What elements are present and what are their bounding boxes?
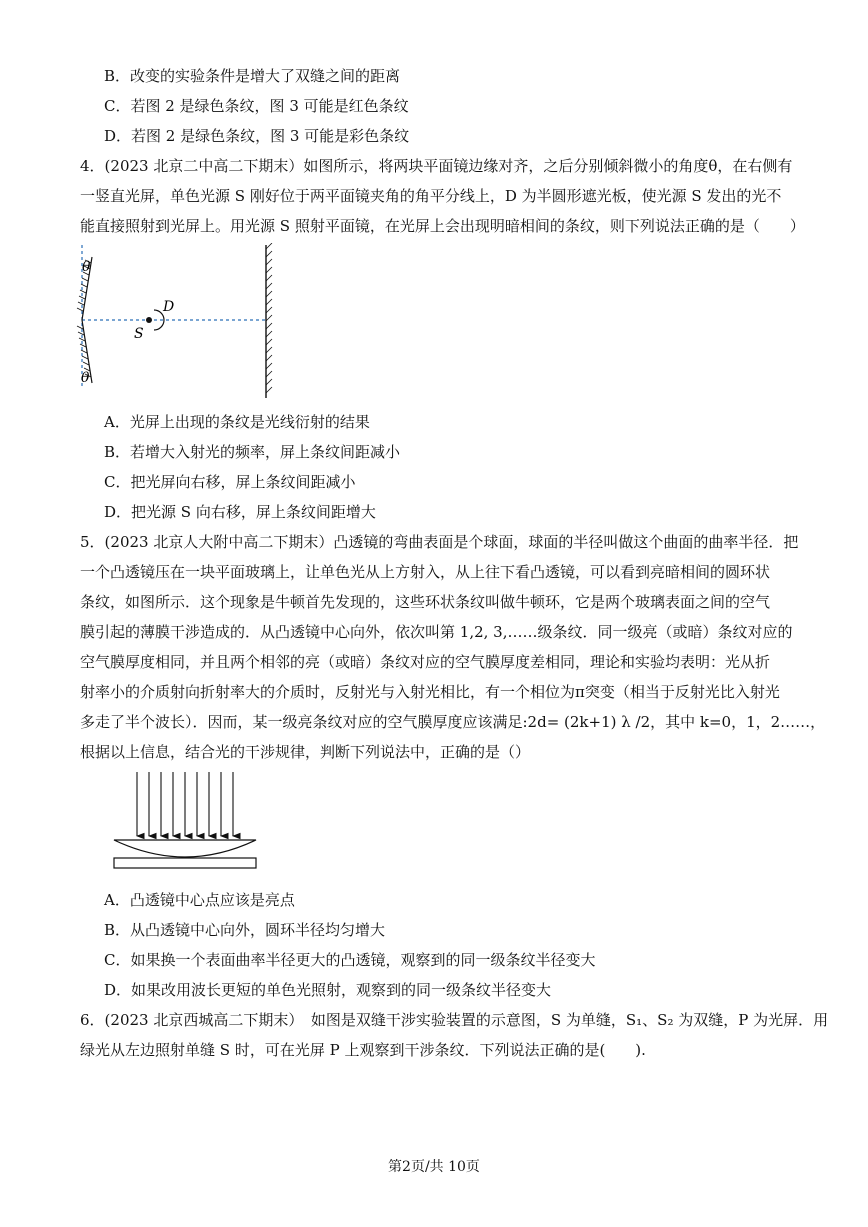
q5-stem-line-3: 条纹，如图所示．这个现象是牛顿首先发现的，这些环状条纹叫做牛顿环，它是两个玻璃表面之间的空气: [80, 593, 771, 611]
q4-stem-line-2: 一竖直光屏，单色光源 S 刚好位于两平面镜夹角的角平分线上，D 为半圆形遮光板，使光源 S 发出的光不: [80, 187, 782, 205]
q5-option-a: A．凸透镜中心点应该是亮点: [104, 891, 295, 909]
q5-stem-line-8: 根据以上信息，结合光的干涉规律，判断下列说法中，正确的是（）: [80, 743, 531, 761]
q4-option-c: C．把光屏向右移，屏上条纹间距减小: [104, 473, 356, 491]
q5-option-b: B．从凸透镜中心向外，圆环半径均匀增大: [104, 921, 386, 939]
q4-option-b: B．若增大入射光的频率，屏上条纹间距减小: [104, 443, 401, 461]
q4-option-d: D．把光源 S 向右移，屏上条纹间距增大: [104, 503, 376, 521]
q5-option-d: D．如果改用波长更短的单色光照射，观察到的同一级条纹半径变大: [104, 981, 552, 999]
source-s-label: S: [134, 326, 144, 342]
q4-stem-line-1: 4．(2023 北京二中高二下期末）如图所示，将两块平面镜边缘对齐，之后分别倾斜微小的角度θ，在右侧有: [80, 157, 793, 175]
q3-option-b: B．改变的实验条件是增大了双缝之间的距离: [104, 67, 401, 85]
q6-stem-line-1: 6．(2023 北京西城高二下期末） 如图是双缝干涉实验装置的示意图，S 为单缝，S₁、S₂ 为双缝，P 为光屏．用: [80, 1011, 829, 1029]
q4-stem-line-3: 能直接照射到光屏上。用光源 S 照射平面镜，在光屏上会出现明暗相间的条纹，则下列说法正确的是（ ）: [80, 217, 805, 235]
shield-d-label: D: [163, 299, 175, 315]
q5-stem-line-4: 膜引起的薄膜干涉造成的．从凸透镜中心向外，依次叫第 1,2, 3,……级条纹．同一级亮（或暗）条纹对应的: [80, 623, 793, 641]
theta-top-label: θ: [82, 259, 91, 275]
q5-stem-line-2: 一个凸透镜压在一块平面玻璃上，让单色光从上方射入，从上往下看凸透镜，可以看到亮暗相间的圆环状: [80, 563, 771, 581]
q4-mirror-diagram: [70, 243, 290, 403]
q5-stem-line-5: 空气膜厚度相同，并且两个相邻的亮（或暗）条纹对应的空气膜厚度差相同，理论和实验均表明：光从折: [80, 653, 771, 671]
q5-stem-line-7: 多走了半个波长）．因而，某一级亮条纹对应的空气膜厚度应该满足:2d= (2k+1) λ /2，其中 k=0，1，2……，: [80, 713, 826, 731]
q5-newton-rings-diagram: [110, 768, 270, 880]
q5-stem-line-1: 5．(2023 北京人大附中高二下期末）凸透镜的弯曲表面是个球面，球面的半径叫做这个曲面的曲率半径．把: [80, 533, 799, 551]
q3-option-d: D．若图 2 是绿色条纹，图 3 可能是彩色条纹: [104, 127, 410, 145]
q6-stem-line-2: 绿光从左边照射单缝 S 时，可在光屏 P 上观察到干涉条纹．下列说法正确的是( ).: [80, 1041, 646, 1059]
q3-option-c: C．若图 2 是绿色条纹，图 3 可能是红色条纹: [104, 97, 409, 115]
q5-stem-line-6: 射率小的介质射向折射率大的介质时，反射光与入射光相比，有一个相位为π突变（相当于反射光比入射光: [80, 683, 780, 701]
q4-option-a: A．光屏上出现的条纹是光线衍射的结果: [104, 413, 370, 431]
page-number: 第2页/共 10页: [388, 1159, 480, 1175]
theta-bottom-label: θ: [81, 370, 90, 386]
q5-option-c: C．如果换一个表面曲率半径更大的凸透镜，观察到的同一级条纹半径变大: [104, 951, 596, 969]
